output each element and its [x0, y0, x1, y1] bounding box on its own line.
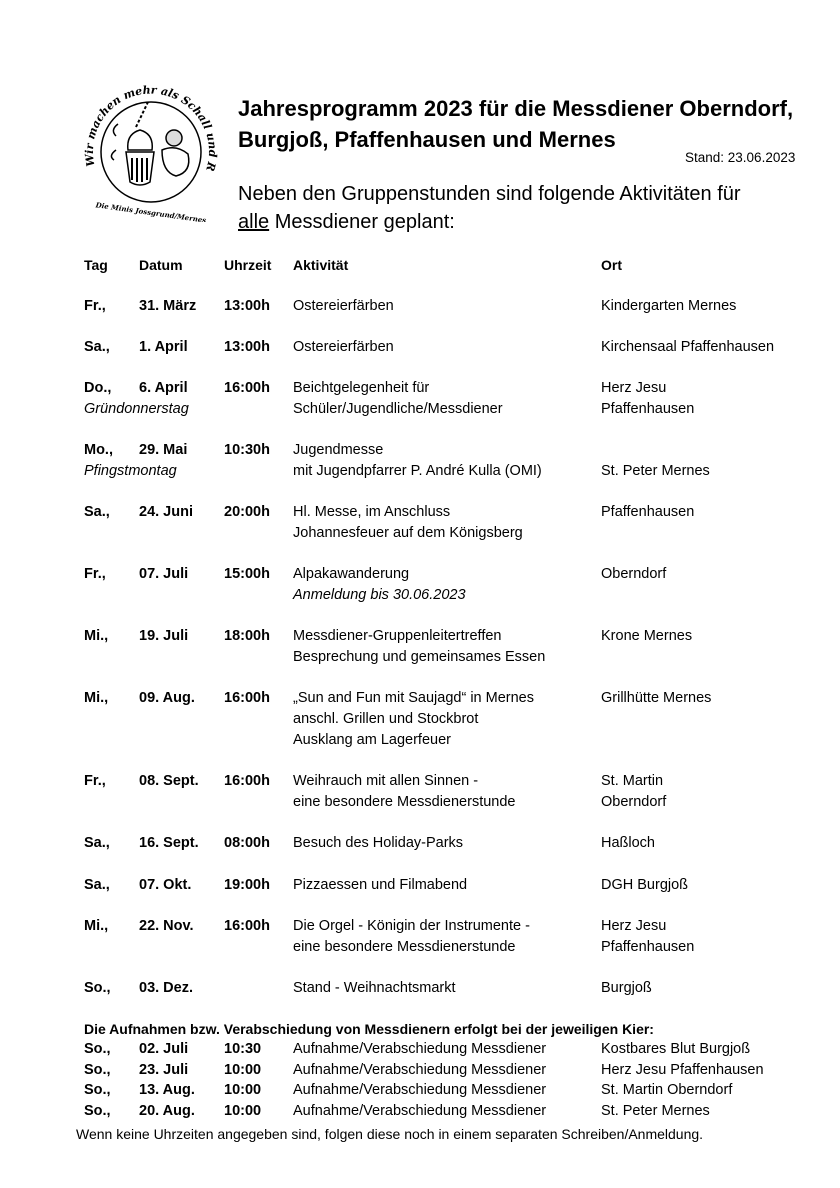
event-ort: Krone Mernes [601, 628, 693, 644]
event-uhrzeit: 16:00h [224, 773, 270, 789]
kier-uhrzeit: 10:30 [224, 1041, 262, 1057]
column-header-uhrzeit: Uhrzeit [224, 257, 272, 273]
kier-datum: 20. Aug. [139, 1103, 195, 1119]
event-aktivitaet: Messdiener-Gruppenleitertreffen [293, 628, 502, 644]
logo [76, 72, 226, 222]
event-datum: 31. März [139, 298, 197, 314]
event-uhrzeit: 13:00h [224, 298, 270, 314]
event-aktivitaet: eine besondere Messdienerstunde [293, 939, 516, 955]
event-ort: Herz Jesu [601, 380, 667, 396]
kier-datum: 23. Juli [139, 1062, 189, 1078]
event-tag: Sa., [84, 339, 110, 355]
event-datum: 29. Mai [139, 442, 188, 458]
event-aktivitaet: Stand - Weihnachtsmarkt [293, 980, 456, 996]
event-aktivitaet: Jugendmesse [293, 442, 384, 458]
event-feiertag: Gründonnerstag [84, 401, 189, 417]
event-aktivitaet: Anmeldung bis 30.06.2023 [293, 587, 466, 603]
kier-ort: Herz Jesu Pfaffenhausen [601, 1062, 764, 1078]
event-uhrzeit: 10:30h [224, 442, 270, 458]
event-uhrzeit: 19:00h [224, 877, 270, 893]
event-tag: Sa., [84, 504, 110, 520]
event-aktivitaet: Weihrauch mit allen Sinnen - [293, 773, 479, 789]
footer-note: Wenn keine Uhrzeiten angegeben sind, folgen diese noch in einem separaten Schreiben/Anmeldung. [76, 1126, 704, 1142]
event-aktivitaet: Ausklang am Lagerfeuer [293, 732, 451, 748]
column-header-tag: Tag [84, 257, 108, 273]
kier-aktivitaet: Aufnahme/Verabschiedung Messdiener [293, 1041, 547, 1057]
logo-emblem [76, 72, 226, 222]
event-tag: Fr., [84, 298, 106, 314]
kier-uhrzeit: 10:00 [224, 1082, 262, 1098]
event-uhrzeit: 16:00h [224, 690, 270, 706]
event-uhrzeit: 08:00h [224, 835, 270, 851]
event-aktivitaet: Johannesfeuer auf dem Königsberg [293, 525, 523, 541]
event-aktivitaet: Schüler/Jugendliche/Messdiener [293, 401, 503, 417]
event-ort: Pfaffenhausen [601, 939, 695, 955]
event-aktivitaet: eine besondere Messdienerstunde [293, 794, 516, 810]
event-datum: 16. Sept. [139, 835, 199, 851]
event-aktivitaet: Hl. Messe, im Anschluss [293, 504, 451, 520]
kier-aktivitaet: Aufnahme/Verabschiedung Messdiener [293, 1062, 547, 1078]
event-aktivitaet: „Sun and Fun mit Saujagd“ in Mernes [293, 690, 534, 706]
page-title-line2: Burgjoß, Pfaffenhausen und Mernes [238, 127, 616, 152]
event-ort: DGH Burgjoß [601, 877, 689, 893]
event-datum: 6. April [139, 380, 188, 396]
event-ort: Kindergarten Mernes [601, 298, 737, 314]
column-header-aktivitaet: Aktivität [293, 257, 349, 273]
event-ort: Oberndorf [601, 794, 667, 810]
kier-ort: St. Peter Mernes [601, 1103, 710, 1119]
event-tag: Mi., [84, 628, 109, 644]
event-tag: Fr., [84, 773, 106, 789]
event-tag: Mo., [84, 442, 113, 458]
event-aktivitaet: Ostereierfärben [293, 298, 394, 314]
event-datum: 1. April [139, 339, 188, 355]
event-aktivitaet: anschl. Grillen und Stockbrot [293, 711, 479, 727]
event-uhrzeit: 20:00h [224, 504, 270, 520]
intro-line2 [238, 211, 455, 234]
event-aktivitaet: Ostereierfärben [293, 339, 394, 355]
intro-line1: Neben den Gruppenstunden sind folgende Aktivitäten für [238, 183, 741, 205]
event-aktivitaet: Pizzaessen und Filmabend [293, 877, 468, 893]
kier-aktivitaet: Aufnahme/Verabschiedung Messdiener [293, 1082, 547, 1098]
intro-underlined-word: alle [238, 211, 270, 233]
event-tag: Sa., [84, 835, 110, 851]
event-uhrzeit: 16:00h [224, 380, 270, 396]
event-datum: 03. Dez. [139, 980, 193, 996]
event-aktivitaet: Besprechung und gemeinsames Essen [293, 649, 546, 665]
kier-tag: So., [84, 1062, 111, 1078]
event-tag: Sa., [84, 877, 110, 893]
kier-datum: 02. Juli [139, 1041, 189, 1057]
event-aktivitaet: Beichtgelegenheit für [293, 380, 430, 396]
kier-aktivitaet: Aufnahme/Verabschiedung Messdiener [293, 1103, 547, 1119]
event-datum: 09. Aug. [139, 690, 195, 706]
kier-ort: Kostbares Blut Burgjoß [601, 1041, 751, 1057]
kier-tag: So., [84, 1082, 111, 1098]
intro-line2-rest: Messdiener geplant: [269, 211, 455, 233]
event-ort: Burgjoß [601, 980, 652, 996]
stand-date: Stand: 23.06.2023 [685, 150, 796, 165]
event-datum: 07. Okt. [139, 877, 192, 893]
event-tag: Fr., [84, 566, 106, 582]
event-aktivitaet: Besuch des Holiday-Parks [293, 835, 464, 851]
page-title-line1: Jahresprogramm 2023 für die Messdiener Oberndorf, [238, 96, 794, 121]
event-tag: Mi., [84, 690, 109, 706]
event-datum: 08. Sept. [139, 773, 199, 789]
event-ort: Grillhütte Mernes [601, 690, 712, 706]
event-tag: So., [84, 980, 111, 996]
event-datum: 24. Juni [139, 504, 193, 520]
kier-uhrzeit: 10:00 [224, 1062, 262, 1078]
event-uhrzeit: 16:00h [224, 918, 270, 934]
event-ort: Kirchensaal Pfaffenhausen [601, 339, 775, 355]
column-header-datum: Datum [139, 257, 183, 273]
event-ort: St. Martin [601, 773, 664, 789]
event-aktivitaet: Alpakawanderung [293, 566, 410, 582]
kier-tag: So., [84, 1041, 111, 1057]
event-ort: Haßloch [601, 835, 655, 851]
event-uhrzeit: 13:00h [224, 339, 270, 355]
event-ort: Pfaffenhausen [601, 401, 695, 417]
kier-note: Die Aufnahmen bzw. Verabschiedung von Messdienern erfolgt bei der jeweiligen Kier: [84, 1021, 654, 1037]
event-feiertag: Pfingstmontag [84, 463, 177, 479]
event-uhrzeit: 18:00h [224, 628, 270, 644]
event-uhrzeit: 15:00h [224, 566, 270, 582]
column-header-ort: Ort [601, 257, 622, 273]
kier-uhrzeit: 10:00 [224, 1103, 262, 1119]
event-ort: Herz Jesu [601, 918, 667, 934]
kier-datum: 13. Aug. [139, 1082, 195, 1098]
event-ort: St. Peter Mernes [601, 463, 710, 479]
event-datum: 19. Juli [139, 628, 189, 644]
logo-bottom-text: Die Minis Jossgrund/Mernes [95, 200, 207, 222]
event-aktivitaet: Die Orgel - Königin der Instrumente - [293, 918, 530, 934]
event-datum: 07. Juli [139, 566, 189, 582]
kier-ort: St. Martin Oberndorf [601, 1082, 733, 1098]
event-datum: 22. Nov. [139, 918, 194, 934]
logo-arc-text: Wir machen mehr als Schall und R [82, 83, 220, 173]
event-ort: Pfaffenhausen [601, 504, 695, 520]
event-aktivitaet: mit Jugendpfarrer P. André Kulla (OMI) [293, 463, 542, 479]
event-tag: Mi., [84, 918, 109, 934]
event-ort: Oberndorf [601, 566, 667, 582]
kier-tag: So., [84, 1103, 111, 1119]
event-tag: Do., [84, 380, 112, 396]
